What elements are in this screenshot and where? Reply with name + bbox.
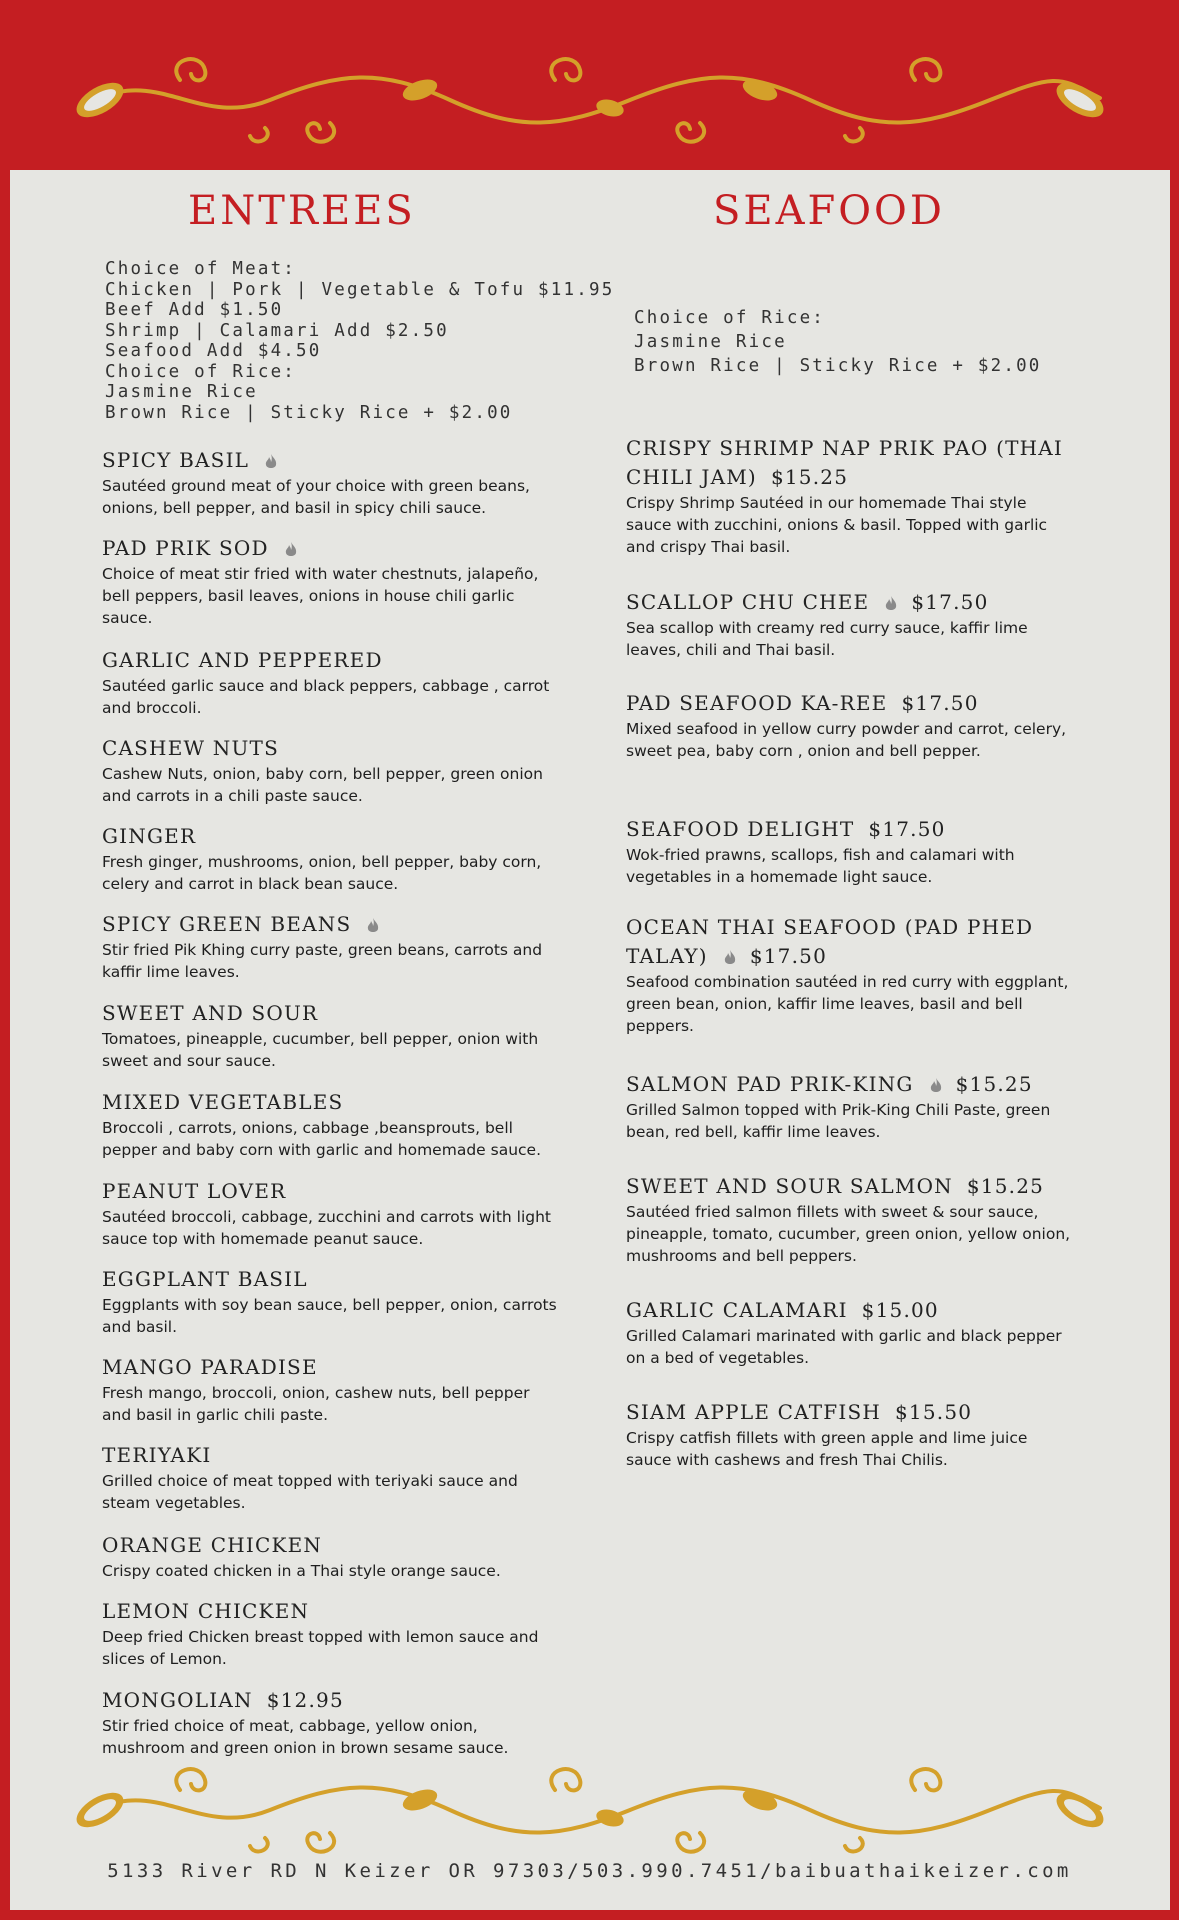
menu-item-name: SALMON PAD PRIK-KING (626, 1072, 914, 1096)
menu-item (102, 1353, 562, 1426)
menu-item (102, 999, 562, 1072)
menu-item-name: CASHEW NUTS (102, 736, 279, 760)
menu-item (626, 815, 1071, 888)
menu-item-price: $17.50 (901, 691, 979, 715)
menu-item-description: Sautéed garlic sauce and black peppers, cabbage , carrot and broccoli. (102, 677, 550, 717)
seafood-note: Jasmine Rice (634, 332, 787, 352)
menu-item-name: PAD SEAFOOD KA-REE (626, 691, 888, 715)
menu-item-name: GARLIC AND PEPPERED (102, 648, 383, 672)
menu-item-name: EGGPLANT BASIL (102, 1267, 308, 1291)
spicy-indicator (249, 448, 291, 472)
menu-item-header (626, 1398, 1071, 1427)
menu-item-price: $15.00 (861, 1298, 939, 1322)
menu-item-header (102, 1686, 562, 1715)
menu-item (102, 1265, 562, 1338)
menu-item-description: Fresh ginger, mushrooms, onion, bell pepper, baby corn, celery and carrot in black bean sauce. (102, 853, 542, 893)
menu-item-description: Eggplants with soy bean sauce, bell pepper, onion, carrots and basil. (102, 1296, 557, 1336)
menu-item-description: Sea scallop with creamy red curry sauce, kaffir lime leaves, chili and Thai basil. (626, 619, 1028, 659)
menu-item-description: Broccoli , carrots, onions, cabbage ,beansprouts, bell pepper and baby corn with garlic and homemade sauce. (102, 1119, 542, 1159)
entrees-title: ENTREES (188, 188, 416, 234)
menu-item-name: SWEET AND SOUR SALMON (626, 1174, 953, 1198)
menu-item-header (102, 1597, 562, 1626)
menu-item-description: Fresh mango, broccoli, onion, cashew nuts, bell pepper and basil in garlic chili paste. (102, 1384, 530, 1424)
menu-item-name: OCEAN THAI SEAFOOD (PAD PHED TALAY) (626, 915, 1034, 968)
menu-item (102, 646, 562, 719)
menu-item-price: $17.50 (749, 944, 827, 968)
entrees-note: Brown Rice | Sticky Rice + $2.00 (105, 402, 513, 423)
entrees-note: Seafood Add $4.50 (105, 341, 322, 361)
menu-item-name: MONGOLIAN (102, 1688, 253, 1712)
menu-item (626, 1070, 1071, 1143)
entrees-note: Beef Add $1.50 (105, 300, 284, 320)
menu-item-price: $12.95 (266, 1688, 344, 1712)
menu-item-header (102, 910, 562, 939)
spicy-flame-icon (285, 542, 297, 558)
menu-item-header (102, 734, 562, 763)
spicy-flame-icon (265, 454, 277, 470)
entrees-note: Jasmine Rice (105, 382, 258, 402)
vine-ornament-bottom (0, 1748, 1179, 1868)
menu-item (102, 1177, 562, 1250)
menu-item-description: Crispy Shrimp Sautéed in our homemade Thai style sauce with zucchini, onions & basil. Topped with garlic and crispy Thai basil. (626, 494, 1048, 556)
menu-item (626, 1172, 1071, 1267)
menu-item-name: ORANGE CHICKEN (102, 1533, 323, 1557)
menu-item (626, 689, 1071, 762)
menu-item (102, 1531, 562, 1582)
seafood-note: Brown Rice | Sticky Rice + $2.00 (634, 356, 1042, 376)
menu-item (626, 434, 1071, 558)
menu-item-name: GARLIC CALAMARI (626, 1298, 848, 1322)
menu-item-header (102, 1177, 562, 1206)
menu-item (102, 822, 562, 895)
menu-item (626, 913, 1071, 1037)
menu-item-name: LEMON CHICKEN (102, 1599, 310, 1623)
menu-item-name: SCALLOP CHU CHEE (626, 590, 870, 614)
spicy-flame-icon (930, 1078, 942, 1094)
entrees-notes (105, 259, 614, 423)
menu-item-description: Choice of meat stir fried with water chestnuts, jalapeño, bell peppers, basil leaves, onions in house chili garlic sauce. (102, 565, 539, 627)
menu-item-description: Cashew Nuts, onion, baby corn, bell pepper, green onion and carrots in a chili paste sauce. (102, 765, 543, 805)
menu-item-header (626, 434, 1071, 492)
menu-item-description: Crispy catfish fillets with green apple and lime juice sauce with cashews and fresh Thai Chilis. (626, 1429, 1028, 1469)
menu-item-description: Stir fried Pik Khing curry paste, green beans, carrots and kaffir lime leaves. (102, 941, 543, 981)
menu-item-price: $15.25 (955, 1072, 1033, 1096)
menu-item-name: MANGO PARADISE (102, 1355, 318, 1379)
menu-item-name: GINGER (102, 824, 197, 848)
menu-item-header (102, 1265, 562, 1294)
menu-item-header (102, 446, 562, 475)
menu-item-price: $15.25 (770, 465, 849, 489)
menu-item-name: SWEET AND SOUR (102, 1001, 319, 1025)
entrees-note: Choice of Meat: (105, 259, 297, 279)
menu-item-header (626, 1070, 1071, 1099)
menu-item (102, 1597, 562, 1670)
menu-item-name: MIXED VEGETABLES (102, 1090, 344, 1114)
menu-item-header (626, 588, 1071, 617)
seafood-notes (634, 306, 1042, 378)
menu-item-description: Sautéed ground meat of your choice with green beans, onions, bell pepper, and basil in spicy chili sauce. (102, 477, 530, 517)
spicy-indicator (269, 536, 311, 560)
spicy-flame-icon (885, 596, 897, 612)
spicy-flame-icon (367, 918, 379, 934)
spicy-indicator (869, 590, 911, 614)
seafood-note: Choice of Rice: (634, 308, 826, 328)
menu-item-description: Mixed seafood in yellow curry powder and carrot, celery, sweet pea, baby corn , onion and bell pepper. (626, 720, 1067, 760)
menu-item-name: SIAM APPLE CATFISH (626, 1400, 881, 1424)
spicy-indicator (351, 912, 393, 936)
entrees-note: Shrimp | Calamari Add $2.50 (105, 320, 449, 341)
menu-item (626, 588, 1071, 661)
menu-item-name: SPICY GREEN BEANS (102, 912, 352, 936)
menu-item-description: Grilled choice of meat topped with teriyaki sauce and steam vegetables. (102, 1472, 518, 1512)
menu-item (102, 1441, 562, 1514)
menu-item-header (626, 815, 1071, 844)
menu-item-header (102, 534, 562, 563)
menu-item (626, 1296, 1071, 1369)
menu-item-price: $17.50 (868, 817, 946, 841)
menu-item-description: Tomatoes, pineapple, cucumber, bell pepper, onion with sweet and sour sauce. (102, 1030, 539, 1070)
menu-item-header (102, 822, 562, 851)
menu-item-price: $15.50 (895, 1400, 973, 1424)
menu-item-description: Crispy coated chicken in a Thai style orange sauce. (102, 1562, 501, 1580)
menu-item-name: CRISPY SHRIMP NAP PRIK PAO (THAI CHILI JAM) (626, 436, 1063, 489)
seafood-title: SEAFOOD (713, 188, 945, 234)
spicy-flame-icon (724, 950, 736, 966)
menu-item-header (102, 1088, 562, 1117)
entrees-note: Choice of Rice: (105, 361, 297, 382)
menu-item-header (626, 913, 1071, 971)
menu-item-description: Stir fried choice of meat, cabbage, yellow onion, mushroom and green onion in brown sesame sauce. (102, 1717, 509, 1757)
menu-item-price: $15.25 (966, 1174, 1045, 1198)
menu-item-header (102, 1531, 562, 1560)
menu-item-header (102, 646, 562, 675)
menu-item (102, 910, 562, 983)
menu-item-header (102, 1353, 562, 1382)
menu-item (102, 1088, 562, 1161)
menu-item (102, 534, 562, 629)
menu-item-description: Seafood combination sautéed in red curry with eggplant, green bean, onion, kaffir lime leaves, basil and bell peppers. (626, 973, 1069, 1035)
vine-ornament-top (0, 28, 1179, 148)
menu-item-description: Wok-fried prawns, scallops, fish and calamari with vegetables in a homemade light sauce. (626, 846, 1015, 886)
menu-item-name: SPICY BASIL (102, 448, 250, 472)
menu-item-name: PEANUT LOVER (102, 1179, 287, 1203)
menu-item-description: Deep fried Chicken breast topped with lemon sauce and slices of Lemon. (102, 1628, 539, 1668)
menu-item-header (626, 689, 1071, 718)
menu-item-header (626, 1172, 1071, 1201)
menu-item-header (102, 999, 562, 1028)
menu-item-description: Sautéed broccoli, cabbage, zucchini and carrots with light sauce top with homemade peanut sauce. (102, 1208, 552, 1248)
menu-item-header (626, 1296, 1071, 1325)
menu-item-name: TERIYAKI (102, 1443, 212, 1467)
menu-item-description: Sautéed fried salmon fillets with sweet & sour sauce, pineapple, tomato, cucumber, green onion, yellow onion, mushrooms and bell peppers. (626, 1203, 1071, 1265)
menu-item-price: $17.50 (911, 590, 989, 614)
spicy-indicator (914, 1072, 956, 1096)
entrees-note: Chicken | Pork | Vegetable & Tofu $11.95 (105, 279, 615, 300)
menu-item (626, 1398, 1071, 1471)
menu-item-name: PAD PRIK SOD (102, 536, 269, 560)
menu-item-description: Grilled Salmon topped with Prik-King Chili Paste, green bean, red bell, kaffir lime leaves. (626, 1101, 1051, 1141)
footer-contact: 5133 River RD N Keizer OR 97303/503.990.7451/baibuathaikeizer.com (107, 1860, 1072, 1882)
spicy-indicator (708, 944, 750, 968)
menu-item-description: Grilled Calamari marinated with garlic and black pepper on a bed of vegetables. (626, 1327, 1062, 1367)
menu-item-header (102, 1441, 562, 1470)
menu-item-name: SEAFOOD DELIGHT (626, 817, 855, 841)
menu-item (102, 446, 562, 519)
menu-item (102, 734, 562, 807)
